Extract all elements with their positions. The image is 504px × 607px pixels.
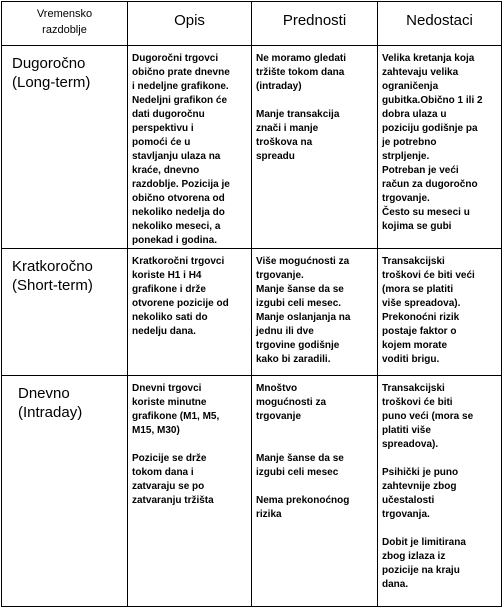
header-period: Vremensko razdoblje xyxy=(2,2,128,46)
advantages-cell: Ne moramo gledati tržište tokom dana (intraday) Manje transakcija znači i manje troškova na spreadu xyxy=(252,46,378,249)
period-cell: Dugoročno (Long-term) xyxy=(2,46,128,249)
disadvantages-cell: Transakcijski troškovi će biti veći (mora se platiti više spreadova). Prekonoćni rizik postaje faktor o kojem morate voditi brigu. xyxy=(378,249,502,376)
table-row xyxy=(2,249,502,376)
description-cell: Kratkoročni trgovci koriste H1 i H4 grafikone i drže otvorene pozicije od nekoliko sati do nedelju dana. xyxy=(128,249,252,376)
comparison-table xyxy=(1,1,502,607)
header-disadvantages: Nedostaci xyxy=(378,2,502,46)
table-row xyxy=(2,46,502,249)
header-advantages: Prednosti xyxy=(252,2,378,46)
header-row xyxy=(2,2,502,46)
description-cell: Dnevni trgovci koriste minutne grafikone (M1, M5, M15, M30) Pozicije se drže tokom dana i zatvaraju se po zatvaranju tržišta xyxy=(128,376,252,607)
period-cell: Kratkoročno (Short-term) xyxy=(2,249,128,376)
advantages-cell: Više mogućnosti za trgovanje. Manje šanse da se izgubi celi mesec. Manje oslanjanja na jednu ili dve trgovine godišnje kako bi zaradili. xyxy=(252,249,378,376)
disadvantages-cell: Velika kretanja koja zahtevaju velika ograničenja gubitka.Obično 1 ili 2 dobra ulaza u poziciju godišnje pa je potrebno strpljenje. Potreban je veći račun za dugoročno trgovanje. Često su meseci u kojima se gubi xyxy=(378,46,502,249)
disadvantages-cell: Transakcijski troškovi će biti puno veći (mora se platiti više spreadova). Psihički je puno zahtevnije zbog učestalosti trgovanja. Dobit je limitirana zbog izlaza iz pozicije na kraju dana. xyxy=(378,376,502,607)
advantages-cell: Mnoštvo mogućnosti za trgovanje Manje šanse da se izgubi celi mesec Nema prekonoćnog rizika xyxy=(252,376,378,607)
period-cell: Dnevno (Intraday) xyxy=(2,376,128,607)
table-row xyxy=(2,376,502,607)
header-description: Opis xyxy=(128,2,252,46)
description-cell: Dugoročni trgovci obično prate dnevne i nedeljne grafikone. Nedeljni grafikon će dati dugoročnu perspektivu i pomoći će u stavljanju ulaza na kraće, dnevno razdoblje. Pozicija je obično otvorena od nekoliko nedelja do nekoliko meseci, a ponekad i godina. xyxy=(128,46,252,249)
